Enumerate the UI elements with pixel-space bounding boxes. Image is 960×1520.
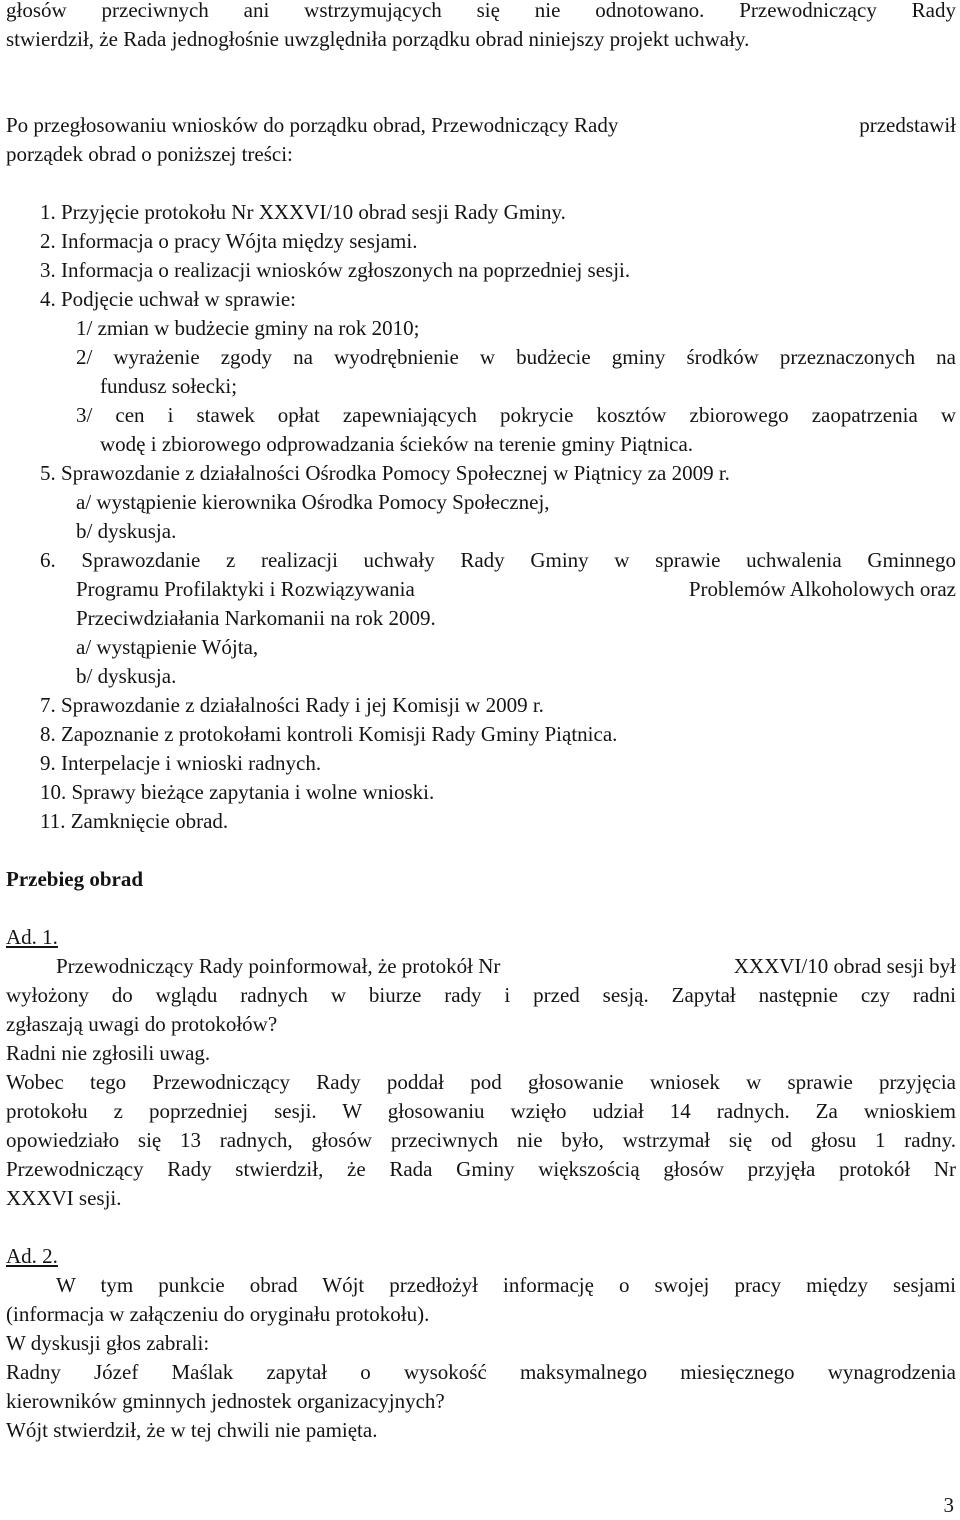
ad2-line-1: W tym punkcie obrad Wójt przedłożył informację o swojej pracy między sesjami [56,1273,956,1297]
ad2-line-5: kierowników gminnych jednostek organizacyjnych? [6,1389,445,1413]
ad1-line-5: Wobec tego Przewodniczący Rady poddał pod głosowanie wniosek w sprawie przyjęcia [6,1070,956,1094]
agenda-item-4: 4. Podjęcie uchwał w sprawie: [40,287,297,311]
page-number: 3 [943,1493,954,1517]
agenda-item-1: 1. Przyjęcie protokołu Nr XXXVI/10 obrad sesji Rady Gminy. [40,200,566,224]
section-title: Przebieg obrad [6,867,144,891]
ad1-line-3: zgłaszają uwagi do protokołów? [6,1012,278,1036]
ad1-line-7: opowiedziało się 13 radnych, głosów przeciwnych nie było, wstrzymał się od głosu 1 radny. [6,1128,956,1152]
agenda-item-2: 2. Informacja o pracy Wójta między sesjami. [40,229,418,253]
agenda-item-11: 11. Zamknięcie obrad. [40,809,229,833]
agenda-item-6-b: b/ dyskusja. [76,664,177,688]
agenda-item-9: 9. Interpelacje i wnioski radnych. [40,751,322,775]
agenda-item-5-b: b/ dyskusja. [76,519,177,543]
ad1-line-2: wyłożony do wglądu radnych w biurze rady i przed sesją. Zapytał następnie czy radni [6,983,956,1007]
agenda-item-5-a: a/ wystąpienie kierownika Ośrodka Pomocy Społecznej, [76,490,550,514]
ad2-line-4: Radny Józef Maślak zapytał o wysokość maksymalnego miesięcznego wynagrodzenia [6,1360,956,1384]
ad2-line-2: (informacja w załączeniu do oryginału protokołu). [6,1302,430,1326]
ad2-heading: Ad. 2. [6,1244,58,1268]
agenda-item-6-a: a/ wystąpienie Wójta, [76,635,259,659]
ad1-line-1-left: Przewodniczący Rady poinformował, że protokół Nr [56,954,501,978]
ad1-line-6: protokołu z poprzedniej sesji. W głosowaniu wzięło udział 14 radnych. Za wnioskiem [6,1099,956,1123]
ad2-line-6: Wójt stwierdził, że w tej chwili nie pamięta. [6,1418,378,1442]
agenda-item-8: 8. Zapoznanie z protokołami kontroli Komisji Rady Gminy Piątnica. [40,722,618,746]
intro-line-2: stwierdził, że Rada jednogłośnie uwzględniła porządku obrad niniejszy projekt uchwały. [6,27,750,51]
ad1-line-1-right: XXXVI/10 obrad sesji był [733,954,956,978]
agenda-item-4-2-cont: fundusz sołecki; [100,374,238,398]
ad2-line-3: W dyskusji głos zabrali: [6,1331,210,1355]
agenda-item-4-1: 1/ zmian w budżecie gminy na rok 2010; [76,316,420,340]
agenda-item-4-3-cont: wodę i zbiorowego odprowadzania ścieków na terenie gminy Piątnica. [100,432,694,456]
ad1-line-9: XXXVI sesji. [6,1186,122,1210]
ad1-heading: Ad. 1. [6,925,58,949]
agenda-item-10: 10. Sprawy bieżące zapytania i wolne wnioski. [40,780,435,804]
ad1-line-4: Radni nie zgłosili uwag. [6,1041,211,1065]
intro-line-4: porządek obrad o poniższej treści: [6,142,293,166]
agenda-item-3: 3. Informacja o realizacji wniosków zgłoszonych na poprzedniej sesji. [40,258,631,282]
ad1-line-8: Przewodniczący Rady stwierdził, że Rada Gminy większością głosów przyjęła protokół Nr [6,1157,956,1181]
agenda-item-4-2: 2/ wyrażenie zgody na wyodrębnienie w budżecie gminy środków przeznaczonych na [76,345,956,369]
agenda-item-5: 5. Sprawozdanie z działalności Ośrodka Pomocy Społecznej w Piątnicy za 2009 r. [40,461,730,485]
intro-line-3: Po przegłosowaniu wniosków do porządku obrad, Przewodniczący Rady [6,113,619,137]
agenda-item-4-3: 3/ cen i stawek opłat zapewniających pokrycie kosztów zbiorowego zaopatrzenia w [76,403,956,427]
intro-line-1: głosów przeciwnych ani wstrzymujących się nie odnotowano. Przewodniczący Rady [6,0,956,22]
agenda-item-6-cont-left: Programu Profilaktyki i Rozwiązywania [76,577,415,601]
intro-line-3-right: przedstawił [859,113,956,137]
agenda-item-7: 7. Sprawozdanie z działalności Rady i jej Komisji w 2009 r. [40,693,544,717]
agenda-item-6-cont-2: Przeciwdziałania Narkomanii na rok 2009. [76,606,436,630]
agenda-item-6-cont-right: Problemów Alkoholowych oraz [688,577,956,601]
agenda-item-6: 6. Sprawozdanie z realizacji uchwały Rady Gminy w sprawie uchwalenia Gminnego [40,548,956,572]
